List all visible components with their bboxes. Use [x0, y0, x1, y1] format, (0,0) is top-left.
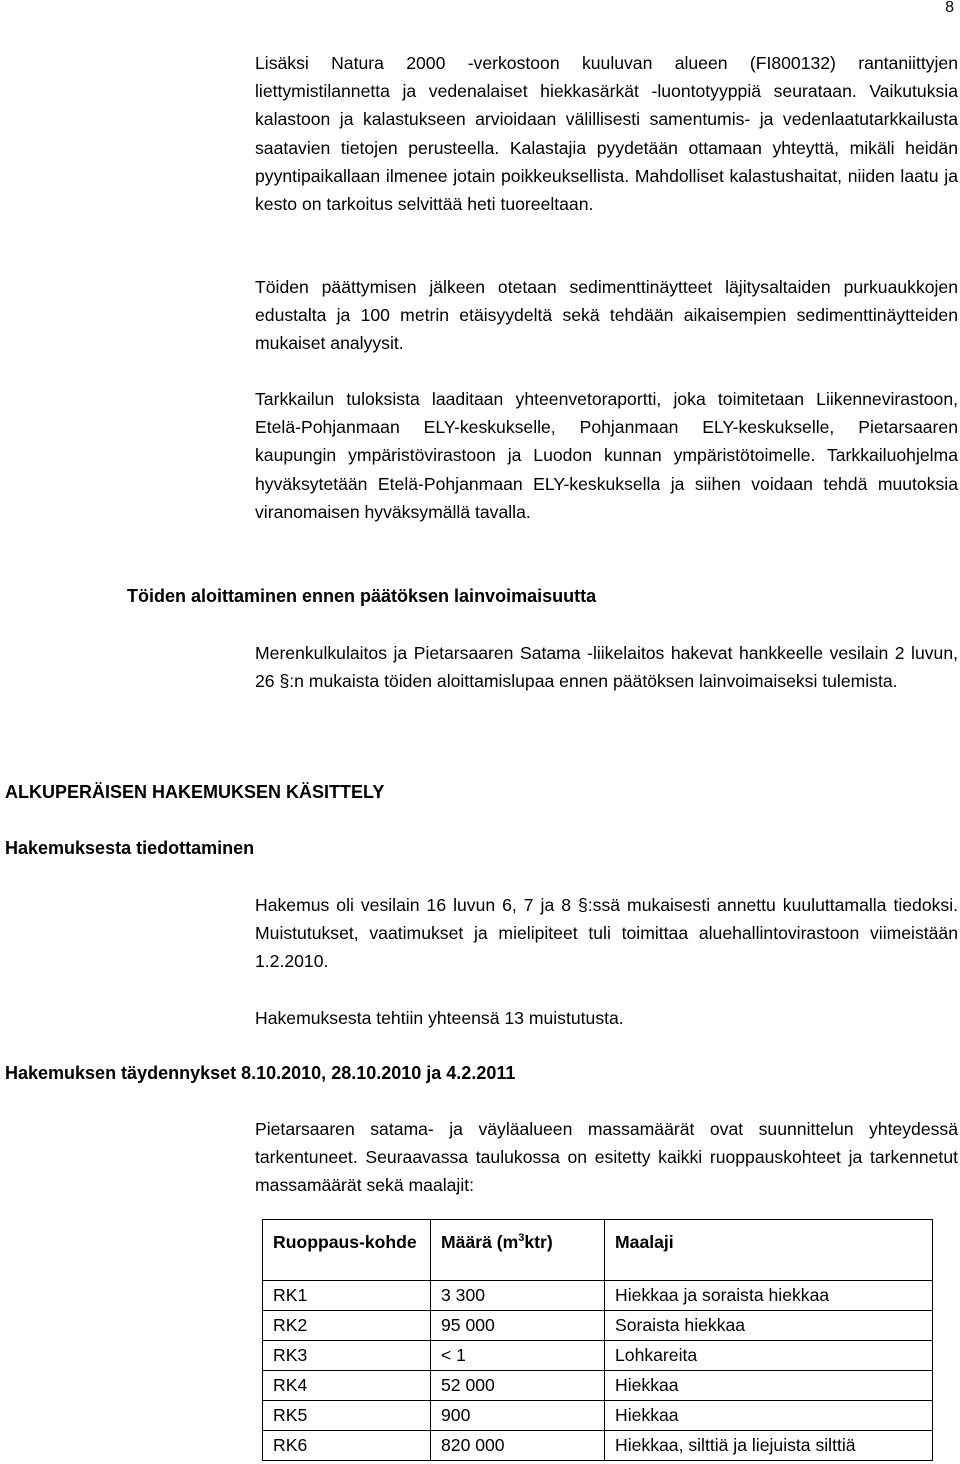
- paragraph-work-permit: Merenkulkulaitos ja Pietarsaaren Satama -liikelaitos hakevat hankkeelle vesilain 2 luvun, 26 §:n mukaista töiden aloittamislupaa ennen päätöksen lainvoimaiseksi tulemista.: [255, 643, 958, 692]
- cell-maara: 52 000: [431, 1371, 605, 1401]
- paragraph-dredging-volumes: Pietarsaaren satama- ja väyläalueen massamäärät ovat suunnittelun yhteydessä tarkentuneet. Seuraavassa taulukossa on esitetty kaikki ruoppauskohteet ja tarkennetut massamäärät sekä maalajit:: [255, 1119, 958, 1196]
- cell-kohde: RK4: [263, 1371, 431, 1401]
- paragraph-announcement: Hakemus oli vesilain 16 luvun 6, 7 ja 8 §:ssä mukaisesti annettu kuuluttamalla tiedoksi. Muistutukset, vaatimukset ja mielipiteet tuli toimittaa aluehallintovirastoon viimeistään 1.2.2010.: [255, 895, 958, 972]
- cell-kohde: RK6: [263, 1431, 431, 1461]
- cell-kohde: RK2: [263, 1311, 431, 1341]
- cell-maalaji: Hiekkaa ja soraista hiekkaa: [605, 1281, 933, 1311]
- header-ruoppauskohde: Ruoppaus-kohde: [263, 1220, 431, 1281]
- page-number: 8: [945, 0, 954, 16]
- table-row: [263, 1431, 933, 1461]
- paragraph-natura-monitoring: Lisäksi Natura 2000 -verkostoon kuuluvan alueen (FI800132) rantaniittyjen liettymistilannetta ja vedenalaiset hiekkasärkät -luontotyyppiä seurataan. Vaikutuksia kalastoon ja kalastukseen arvioidaan välillisesti samentumis- ja vedenlaatutarkkailusta saatavien tietojen perusteella. Kalastajia pyydetään ottamaan yhteyttä, mikäli heidän pyyntipaikallaan ilmenee jotain poikkeuksellista. Mahdolliset kalastushaitat, niiden laatu ja kesto on tarkoitus selvittää heti tuoreeltaan.: [255, 53, 958, 215]
- table-header-row: [263, 1220, 933, 1281]
- heading-application-notice: Hakemuksesta tiedottaminen: [5, 838, 255, 858]
- paragraph-summary-report: Tarkkailun tuloksista laaditaan yhteenvetoraportti, joka toimitetaan Liikennevirastoon, Etelä-Pohjanmaan ELY-keskukselle, Pohjanmaan ELY-keskukselle, Pietarsaaren kaupungin ympäristövirastoon ja Luodon kunnan ympäristötoimelle. Tarkkailuohjelma hyväksytetään Etelä-Pohjanmaan ELY-keskuksella ja siihen voidaan tehdä muutoksia viranomaisen hyväksymällä tavalla.: [255, 389, 958, 522]
- cell-maalaji: Hiekkaa: [605, 1371, 933, 1401]
- heading-supplements: Hakemuksen täydennykset 8.10.2010, 28.10.2010 ja 4.2.2011: [5, 1063, 516, 1083]
- heading-original-application: ALKUPERÄISEN HAKEMUKSEN KÄSITTELY: [5, 782, 385, 802]
- table-row: [263, 1341, 933, 1371]
- cell-maalaji: Hiekkaa, silttiä ja liejuista silttiä: [605, 1431, 933, 1461]
- cell-maalaji: Lohkareita: [605, 1341, 933, 1371]
- heading-work-start: Töiden aloittaminen ennen päätöksen lainvoimaisuutta: [127, 586, 597, 606]
- table-row: [263, 1401, 933, 1431]
- table-row: [263, 1281, 933, 1311]
- header-maara: Määrä $(m^3ktr)$: [431, 1220, 605, 1281]
- paragraph-objections: Hakemuksesta tehtiin yhteensä 13 muistutusta.: [255, 1008, 624, 1028]
- table-row: [263, 1371, 933, 1401]
- cell-maara: 900: [431, 1401, 605, 1431]
- header-maalaji: Maalaji: [605, 1220, 933, 1281]
- cell-kohde: RK5: [263, 1401, 431, 1431]
- cell-maalaji: Hiekkaa: [605, 1401, 933, 1431]
- paragraph-sediment-sampling: Töiden päättymisen jälkeen otetaan sedimenttinäytteet läjitysaltaiden purkuaukkojen edustalta ja 100 metrin etäisyydeltä sekä tehdään aikaisempien sedimenttinäytteiden mukaiset analyysit.: [255, 277, 958, 354]
- cell-maara: 3 300: [431, 1281, 605, 1311]
- cell-maara: < 1: [431, 1341, 605, 1371]
- cell-maara: 95 000: [431, 1311, 605, 1341]
- dredging-table: [262, 1219, 933, 1461]
- cell-maara: 820 000: [431, 1431, 605, 1461]
- cell-kohde: RK3: [263, 1341, 431, 1371]
- cell-maalaji: Soraista hiekkaa: [605, 1311, 933, 1341]
- table-row: [263, 1311, 933, 1341]
- cell-kohde: RK1: [263, 1281, 431, 1311]
